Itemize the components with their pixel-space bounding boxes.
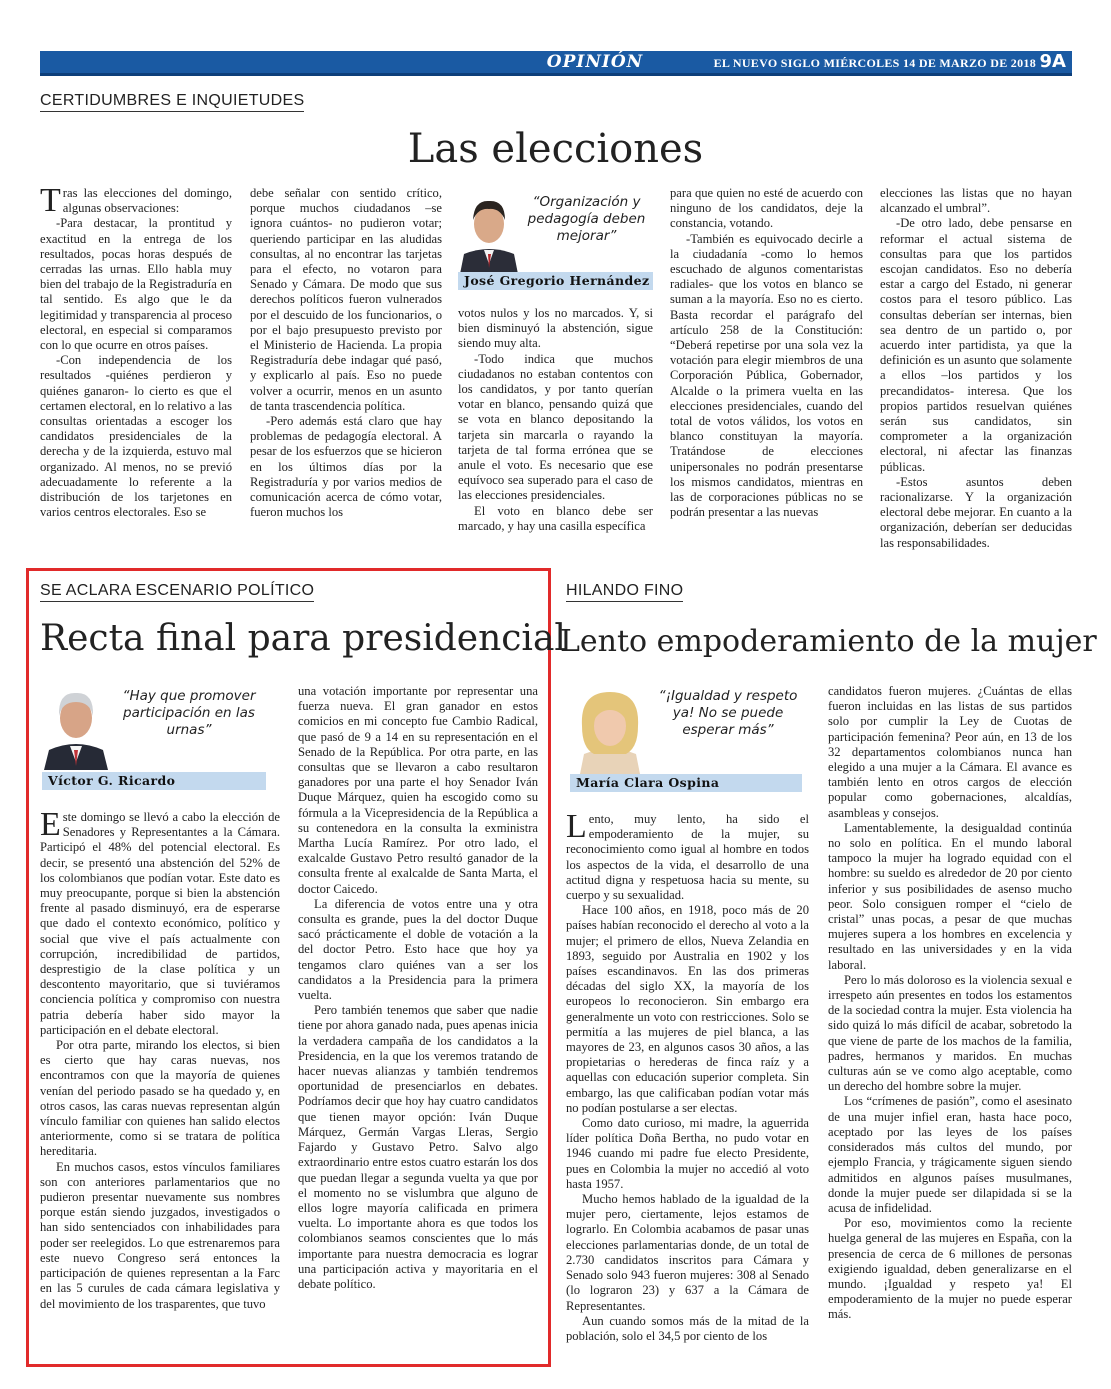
author-portrait <box>42 682 110 770</box>
article2-dropcap: E <box>40 810 61 843</box>
article3-column-2 <box>828 684 1072 1360</box>
article1-paragraph: para que quien no esté de acuerdo con ninguno de los candidatos, deje la constancia, votando. <box>670 186 863 231</box>
article1-column-2 <box>250 186 442 556</box>
article3-paragraph: ento, muy lento, ha sido el empoderamiento de la mujer, su reconocimiento como igual al hombre en todos los aspectos de la vida, el desarrollo de una actitud digna y respetuosa hacia su mente, su cuerpo y su sexualidad. <box>566 812 809 903</box>
masthead: EL NUEVO SIGLO <box>713 56 821 70</box>
author-portrait <box>458 188 520 274</box>
article1-paragraph: -También es equivocado decirle a la ciudadanía -como lo hemos escuchado de algunos comentaristas radiales- que los votos en blanco se suman a la mayoría. Eso no es cierto. Basta recordar el parágrafo del artículo 258 de la Constitución: “Deberá repetirse por una sola vez la votación para elegir miembros de una Corporación Pública, Gobernador, Alcalde o la primera vuelta en las elecciones presidenciales, cuando del total de votos válidos, los votos en blanco constituyan la mayoría. Tratándose de elecciones unipersonales no podrán presentarse los mismos candidatos, mientras en las de corporaciones públicas no se podrán presentar a las nuevas <box>670 231 863 520</box>
article1-pullquote-box <box>458 188 653 294</box>
article3-pullquote-box <box>566 680 802 794</box>
article3-paragraph: Mucho hemos hablado de la igualdad de la mujer pero, ciertamente, lejos estamos de lograrlo. En Colombia acabamos de pasar unas elecciones parlamentarias donde, de un total de 2.730 candidatos inscritos para Cámara y Senado solo 943 fueron mujeres: 308 al Senado (lo lograron 23) y 637 a la Cámara de Representantes. <box>566 1192 809 1313</box>
article1-headline: Las elecciones <box>407 126 704 172</box>
article1-column-5 <box>880 186 1072 556</box>
author-portrait <box>570 682 650 774</box>
article2-headline: Recta final para presidencial <box>40 618 566 659</box>
article1-byline: José Gregorio Hernández <box>458 272 653 290</box>
article3-paragraph: Como dato curioso, mi madre, la aguerrida líder política Doña Bertha, no pudo votar en 1946 cuando mi padre fue electo Presidente, pues en Colombia la mujer no accedió al voto hasta 1957. <box>566 1116 809 1191</box>
article1-column-3 <box>458 306 653 556</box>
article3-paragraph: Lamentablemente, la desigualdad continúa no solo en política. En el mundo laboral tampoco la mujer ha logrado equidad con el hombre: su sueldo es alrededor de 20 por ciento inferior y sus posibilidades de asenso mucho peor. Solo consiguen romper el “cielo de cristal” unas pocas, a pesar de que muchas mujeres supera a los hombres en excelencia y resultado en las universidades y en la vida laboral. <box>828 820 1072 972</box>
article1-paragraph: -Pero además está claro que hay problemas de pedagogía electoral. A pesar de los esfuerzos que se hicieron en los últimos días por la Registraduría y por varios medios de comunicación acerca de cómo votar, fueron muchos los <box>250 414 442 520</box>
article1-paragraph: -Para destacar, la prontitud y exactitud en la entrega de los resultados, pocas horas después de cerradas las urnas. Ello habla muy bien del trabajo de la Registraduría en tal sentido. Es algo que le da legitimidad y transparencia al proceso electoral, en especial si comparamos con lo que ocurre en otros países. <box>40 216 232 353</box>
article3-paragraph: Los “crímenes de pasión”, como el asesinato de una mujer infiel eran, hasta hace poco, aceptado por las leyes de los países considerados más cultos del mundo, por ejemplo Francia, y trágicamente siguen siendo admitidos en algunos países musulmanes, donde la mujer puede ser dilapidada si se la acusa de infidelidad. <box>828 1094 1072 1215</box>
article2-paragraph: Por otra parte, mirando los electos, si bien es cierto que hay caras nuevas, nos encontramos con que la mayoría de quienes venían del periodo pasado se ha quedado y, en otros casos, las caras nuevas representan algún vínculo familiar con quienes han salido electos anteriormente, como si se tratara de política hereditaria. <box>40 1038 280 1159</box>
article3-paragraph: Pero lo más doloroso es la violencia sexual e irrespeto aún presentes en todos los estamentos de la sociedad contra la mujer. Esta violencia ha sido quizá lo más difícil de acabar, sobretodo la que viene de parte de los machos de la familia, padres, hermanos y maridos. En muchas culturas aún se ve como algo aceptable, como un derecho del hombre sobre la mujer. <box>828 972 1072 1094</box>
section-title: OPINIÓN <box>546 52 644 72</box>
article1-paragraph: El voto en blanco debe ser marcado, y hay una casilla específica <box>458 503 653 533</box>
article2-pullquote: “Hay que promover participación en las urnas” <box>122 688 256 738</box>
article3-byline: María Clara Ospina <box>570 774 802 792</box>
article3-pullquote: “¡Igualdad y respeto ya! No se puede esperar más” <box>658 688 798 738</box>
article1-paragraph: -De otro lado, debe pensarse en reformar el actual sistema de consultas para que los partidos escojan candidatos. Eso no debería estar a cargo del Estado, ni generar costos para el tesoro público. Las consultas deberían ser internas, bien sea dentro de un partido o, por acuerdo inter partidista, ya que la definición es un asunto que solamente a ellos –los partidos y los precandidatos- interesa. Que los propios partidos resuelvan quiénes serán sus candidatos, sin comprometer a la organización electoral, ni afectar las finanzas públicas. <box>880 216 1072 474</box>
article3-paragraph: Hace 100 años, en 1918, poco más de 20 países habían reconocido el derecho al voto a la mujer; el primero de ellos, Nueva Zelandia en 1893, seguido por Australia en 1902 y los países escandinavos. En las dos primeras décadas del siglo XX, la mayoría de los europeos lo reconocieron. Sin embargo era generalmente un voto con restricciones. Solo se permitía a las mujeres de piel blanca, a las mayores de 23, en algunos casos 30 años, a las propietarias o herederas de finca raíz y a aquellas con educación superior completa. Sin embargo, las que calificaban podían votar más no podían postularse a ser electas. <box>566 903 809 1115</box>
article1-column-4 <box>670 186 863 556</box>
article2-paragraph: En muchos casos, estos vínculos familiares son con anteriores parlamentarios que no pudieron presentar nuevamente sus nombres porque están siendo juzgados, investigados o han sido sentenciados con inhabilidades para poder ser reelegidos. Lo que estrenaremos para este nuevo Congreso será entonces la participación de quienes representan a la Farc en las 5 curules de cada cámara legislativa y del movimiento de los trasparentes, que tuvo <box>40 1159 280 1311</box>
article1-kicker: CERTIDUMBRES E INQUIETUDES <box>40 92 304 112</box>
article1-paragraph: debe señalar con sentido crítico, porque muchos ciudadanos –se ignora cuántos- no pudieron votar; queriendo participar en las aludidas consultas, al no encontrar las tarjetas para el efecto, no votaron para Senado y Cámara. De modo que sus derechos políticos fueron vulnerados por el descuido de los funcionarios, o por el bajo presupuesto previsto por el Ministerio de Hacienda. La propia Registraduría debe indagar qué pasó, y explicarlo al país. Eso no puede volver a ocurrir, menos en un asunto de tanta trascendencia política. <box>250 186 442 413</box>
article2-paragraph: Pero también tenemos que saber que nadie tiene por ahora ganado nada, pues apenas inicia la verdadera campaña de los candidatos a la Presidencia, en la que los veremos tratando de hacer nuevas alianzas y también tendremos oportunidad de presenciarlos en debates. Podríamos decir que hoy hay cuatro candidatos que tienen mayor opción: Iván Duque Márquez, Germán Vargas Lleras, Sergio Fajardo y Gustavo Petro. Salvo algo extraordinario entre estos cuatro estarán los dos que puedan llegar a segunda vuelta ya que por el momento no se vislumbra que alguno de ellos logre mayoría calificada en primera vuelta. Lo importante ahora es que todos los colombianos seamos conscientes que lo más importante para nuestra democracia es lograr una participación activa y mayoritaria en el debate político. <box>298 1003 538 1291</box>
article3-dropcap: L <box>566 812 587 845</box>
article1-paragraph: -Estos asuntos deben racionalizarse. Y la organización electoral debe mejorar. En cuanto a la organización, deberían ser deducidas las responsabilidades. <box>880 474 1072 550</box>
article3-column-1 <box>566 812 809 1360</box>
article2-kicker: SE ACLARA ESCENARIO POLÍTICO <box>40 582 314 602</box>
article1-pullquote: “Organización y pedagogía deben mejorar” <box>527 194 646 244</box>
article3-paragraph: candidatos fueron mujeres. ¿Cuántas de ellas fueron incluidas en las listas de sus partidos solo por cumplir la Ley de Cuotas de participación femenina? Peor aún, en 13 de los 32 departamentos colombianos nunca han elegido a una mujer a la Cámara. El avance es también lento en otros cargos de elección popular como gobernaciones, alcaldías, asambleas y consejos. <box>828 684 1072 820</box>
masthead-date <box>714 56 1036 71</box>
article1-paragraph: elecciones las listas que no hayan alcanzado el umbral”. <box>880 186 1072 216</box>
section-header-bar <box>40 51 1072 76</box>
article2-paragraph: ste domingo se llevó a cabo la elección de Senadores y Representantes a la Cámara. Participó el 48% del potencial electoral. Es decir, se presentó una abstención del 52% de los colombianos que podían votar. Este dato es muy preocupante, porque si bien la abstención frente al pasado disminuyó, era de esperarse que dado el contexto económico, político y social que vive el país actualmente con corrupción, incredibilidad de partidos, desprestigio de la clase política y un descontento mayoritario, que si tuviéramos conciencia política y compromiso con nuestra patria debería haber sido mayor la participación en el debate electoral. <box>40 810 280 1037</box>
article1-paragraph: -Todo indica que muchos ciudadanos no estaban contentos con los candidatos, y por tanto querían votar en blanco, pensando quizá que se vota en blanco depositando la tarjeta sin marcarla o rayando la tarjeta de tal forma errónea que se anule el voto. Es necesario que ese equívoco sea superado para el caso de las elecciones presidenciales. <box>458 351 653 503</box>
article1-paragraph: ras las elecciones del domingo, algunas observaciones: <box>62 186 232 216</box>
article2-paragraph: La diferencia de votos entre una y otra consulta es grande, pues la del doctor Duque sacó prácticamente el doble de votación a la del doctor Petro. Esto hace que hoy ya tengamos claro quiénes van a ser los candidatos a la Presidencia para la primera vuelta. <box>298 896 538 1003</box>
article2-column-1 <box>40 810 280 1360</box>
article3-kicker: HILANDO FINO <box>566 582 683 602</box>
article3-paragraph: Por eso, movimientos como la reciente huelga general de las mujeres en España, con la presencia de cerca de 6 millones de personas exigiendo igualdad, deben generalizarse en el mundo. ¡Igualdad y respeto ya! El empoderamiento de la mujer no puede esperar más. <box>828 1216 1072 1322</box>
article1-dropcap: T <box>40 186 61 219</box>
page-number: 9A <box>1039 51 1066 72</box>
issue-date: MIÉRCOLES 14 DE MARZO DE 2018 <box>823 56 1036 70</box>
article3-headline: Lento empoderamiento de la mujer <box>560 624 1097 659</box>
article2-paragraph: una votación importante por representar una fuerza nueva. El gran ganador en estos comicios en mi concepto fue Cambio Radical, que pasó de 9 a 14 en su representación en el Senado de la República. Por otra parte, en las consultas que se llevaron a cabo resultaron ganadores por una parte el hoy Senador Iván Duque Márquez, quien ha escogido como su fórmula a la Vicepresidencia de la República a su contenedora en la consulta la exministra Martha Lucía Ramírez. Por otro lado, el exalcalde Gustavo Petro resultó ganador de la consulta frente al exalcalde de Santa Marta, el doctor Caicedo. <box>298 684 538 896</box>
article1-paragraph: votos nulos y los no marcados. Y, si bien disminuyó la abstención, sigue siendo muy alta. <box>458 306 653 351</box>
article1-column-1 <box>40 186 232 556</box>
article2-byline: Víctor G. Ricardo <box>42 772 266 790</box>
article3-paragraph: Aun cuando somos más de la mitad de la población, solo el 34,5 por ciento de los <box>566 1313 809 1343</box>
article1-paragraph: -Con independencia de los resultados -quiénes perdieron y quiénes ganaron- lo cierto es que el certamen electoral, en lo relativo a las consultas orientadas a escoger los candidatos presidenciales de la derecha y de la izquierda, estuvo mal organizado. Al menos, no se previó adecuadamente lo referente a la distribución de los tarjetones en varios centros electorales. Eso se <box>40 353 232 520</box>
article2-pullquote-box <box>40 680 266 790</box>
article2-column-2 <box>298 684 538 1360</box>
